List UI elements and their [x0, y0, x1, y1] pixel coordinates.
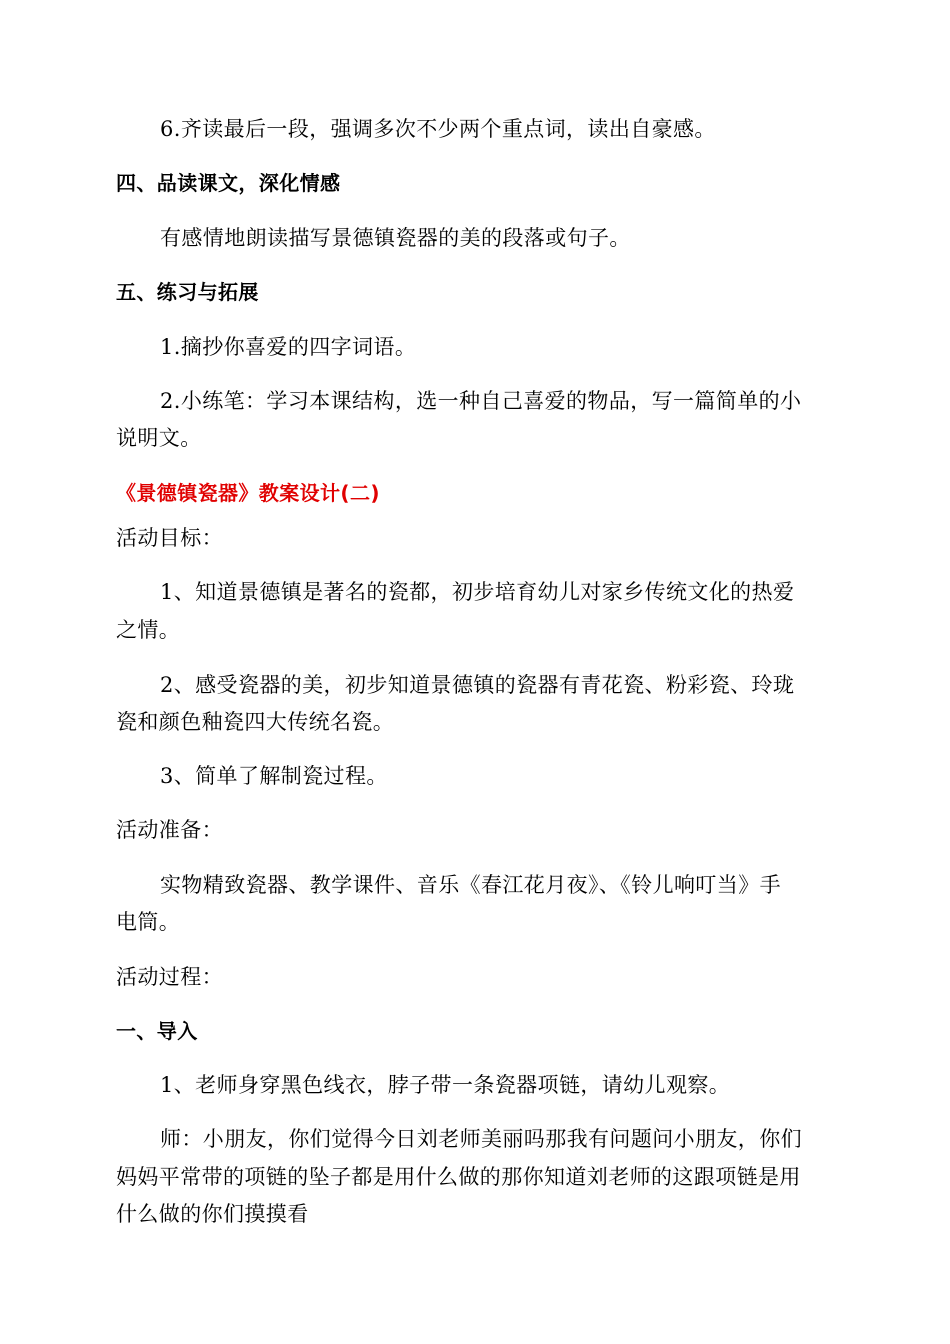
- goal-two-line1: 2、感受瓷器的美，初步知道景德镇的瓷器有青花瓷、粉彩瓷、玲珑: [160, 673, 795, 697]
- goal-one-line1: 1、知道景德镇是著名的瓷都，初步培育幼儿对家乡传统文化的热爱: [160, 580, 795, 604]
- activity-preparation-label: 活动准备：: [116, 818, 223, 842]
- preparation-line1: 实物精致瓷器、教学课件、音乐《春江花月夜》、《铃儿响叮当》手: [160, 873, 781, 897]
- paragraph-writing-practice-line1: 2.小练笔：学习本课结构，选一种自己喜爱的物品，写一篇简单的小: [160, 389, 802, 413]
- goal-two-line2: 瓷和颜色釉瓷四大传统名瓷。: [116, 710, 395, 734]
- heading-introduction: 一、导入: [116, 1019, 198, 1043]
- heading-section-four: 四、品读课文，深化情感: [116, 171, 341, 195]
- paragraph-copy-words: 1.摘抄你喜爱的四字词语。: [160, 335, 417, 359]
- activity-process-label: 活动过程：: [116, 965, 223, 989]
- activity-goals-label: 活动目标：: [116, 526, 223, 550]
- lesson-plan-title: 《景德镇瓷器》教案设计(二): [116, 481, 380, 505]
- paragraph-read-last-section: 6.齐读最后一段，强调多次不少两个重点词，读出自豪感。: [160, 117, 716, 141]
- teacher-dialogue-line3: 什么做的你们摸摸看: [116, 1202, 309, 1226]
- goal-three: 3、简单了解制瓷过程。: [160, 764, 388, 788]
- teacher-dialogue-line2: 妈妈平常带的项链的坠子都是用什么做的那你知道刘老师的这跟项链是用: [116, 1165, 801, 1189]
- paragraph-writing-practice-line2: 说明文。: [116, 426, 202, 450]
- goal-one-line2: 之情。: [116, 618, 181, 642]
- paragraph-read-emotionally: 有感情地朗读描写景德镇瓷器的美的段落或句子。: [160, 226, 631, 250]
- preparation-line2: 电筒。: [116, 910, 181, 934]
- heading-section-five: 五、练习与拓展: [116, 280, 259, 304]
- step-one: 1、老师身穿黑色线衣，脖子带一条瓷器项链，请幼儿观察。: [160, 1073, 731, 1097]
- teacher-dialogue-line1: 师：小朋友，你们觉得今日刘老师美丽吗那我有问题问小朋友，你们: [160, 1127, 802, 1151]
